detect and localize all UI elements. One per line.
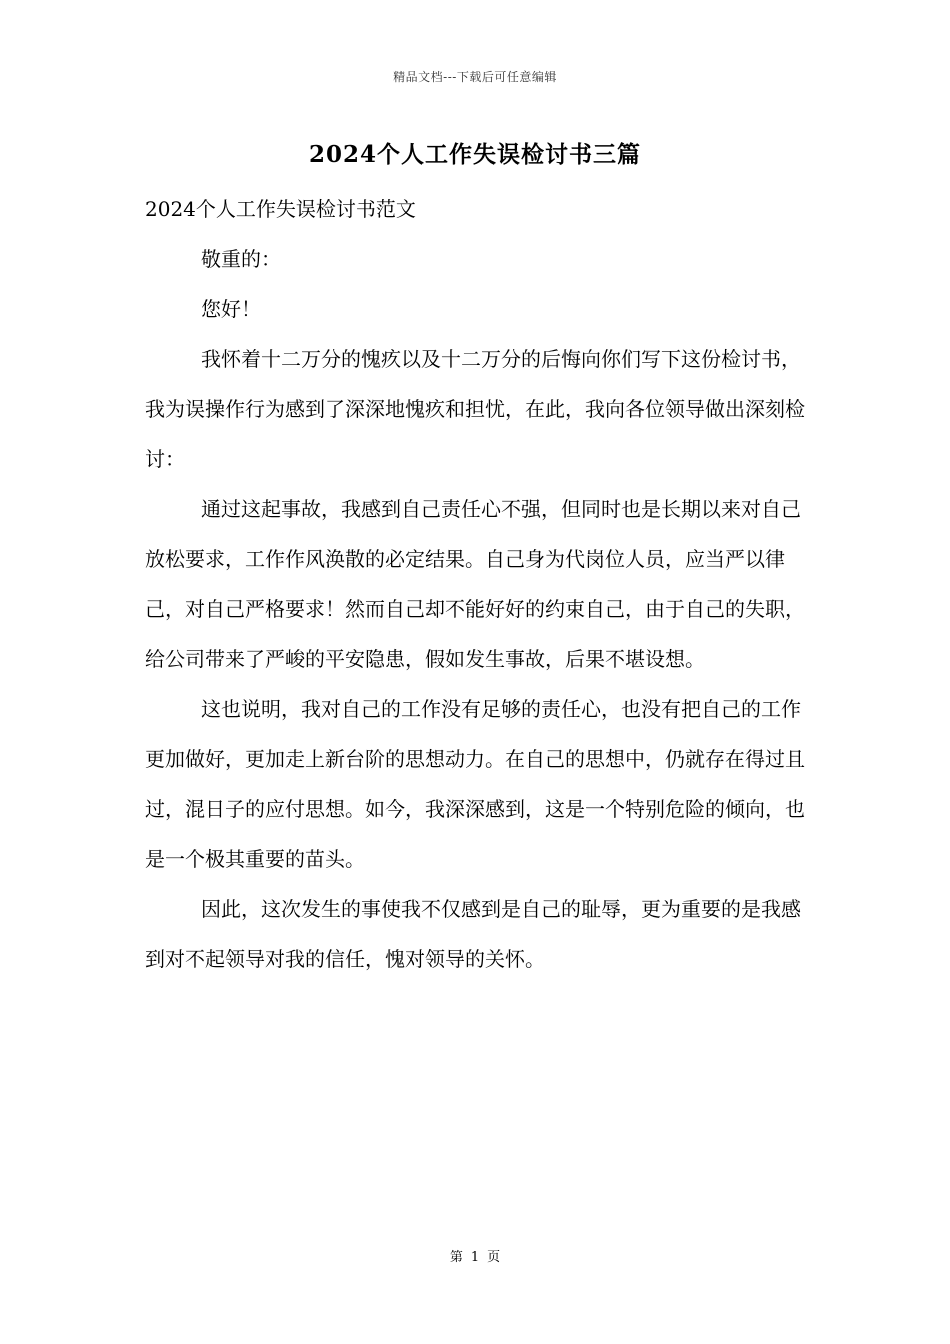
document-subtitle: 2024个人工作失误检讨书范文	[145, 197, 416, 221]
header-note: 精品文档---下载后可任意编辑	[393, 70, 557, 84]
body-paragraph: 因此，这次发生的事使我不仅感到是自己的耻辱，更为重要的是我感到对不起领导对我的信任，愧对领导的关怀。	[145, 897, 801, 971]
document-title: 2024个人工作失误检讨书三篇	[308, 141, 641, 168]
page-footer	[0, 1246, 950, 1265]
body-paragraph: 我怀着十二万分的愧疚以及十二万分的后悔向你们写下这份检讨书，我为误操作行为感到了深深地愧疚和担忧，在此，我向各位领导做出深刻检讨：	[145, 347, 805, 471]
page-suffix: 页	[487, 1250, 501, 1265]
body-paragraph: 这也说明，我对自己的工作没有足够的责任心，也没有把自己的工作更加做好，更加走上新台阶的思想动力。在自己的思想中，仍就存在得过且过，混日子的应付思想。如今，我深深感到，这是一个特别危险的倾向，也是一个极其重要的苗头。	[145, 697, 805, 871]
salutation: 敬重的：	[201, 247, 281, 271]
greeting: 您好！	[201, 297, 261, 321]
page-prefix: 第	[449, 1250, 463, 1265]
body-paragraph: 通过这起事故，我感到自己责任心不强，但同时也是长期以来对自己放松要求，工作作风涣散的必定结果。自己身为代岗位人员，应当严以律己，对自己严格要求！然而自己却不能好好的约束自己，由于自己的失职，给公司带来了严峻的平安隐患，假如发生事故，后果不堪设想。	[145, 497, 805, 671]
page-number: 1	[470, 1250, 480, 1265]
document-body	[145, 184, 813, 984]
